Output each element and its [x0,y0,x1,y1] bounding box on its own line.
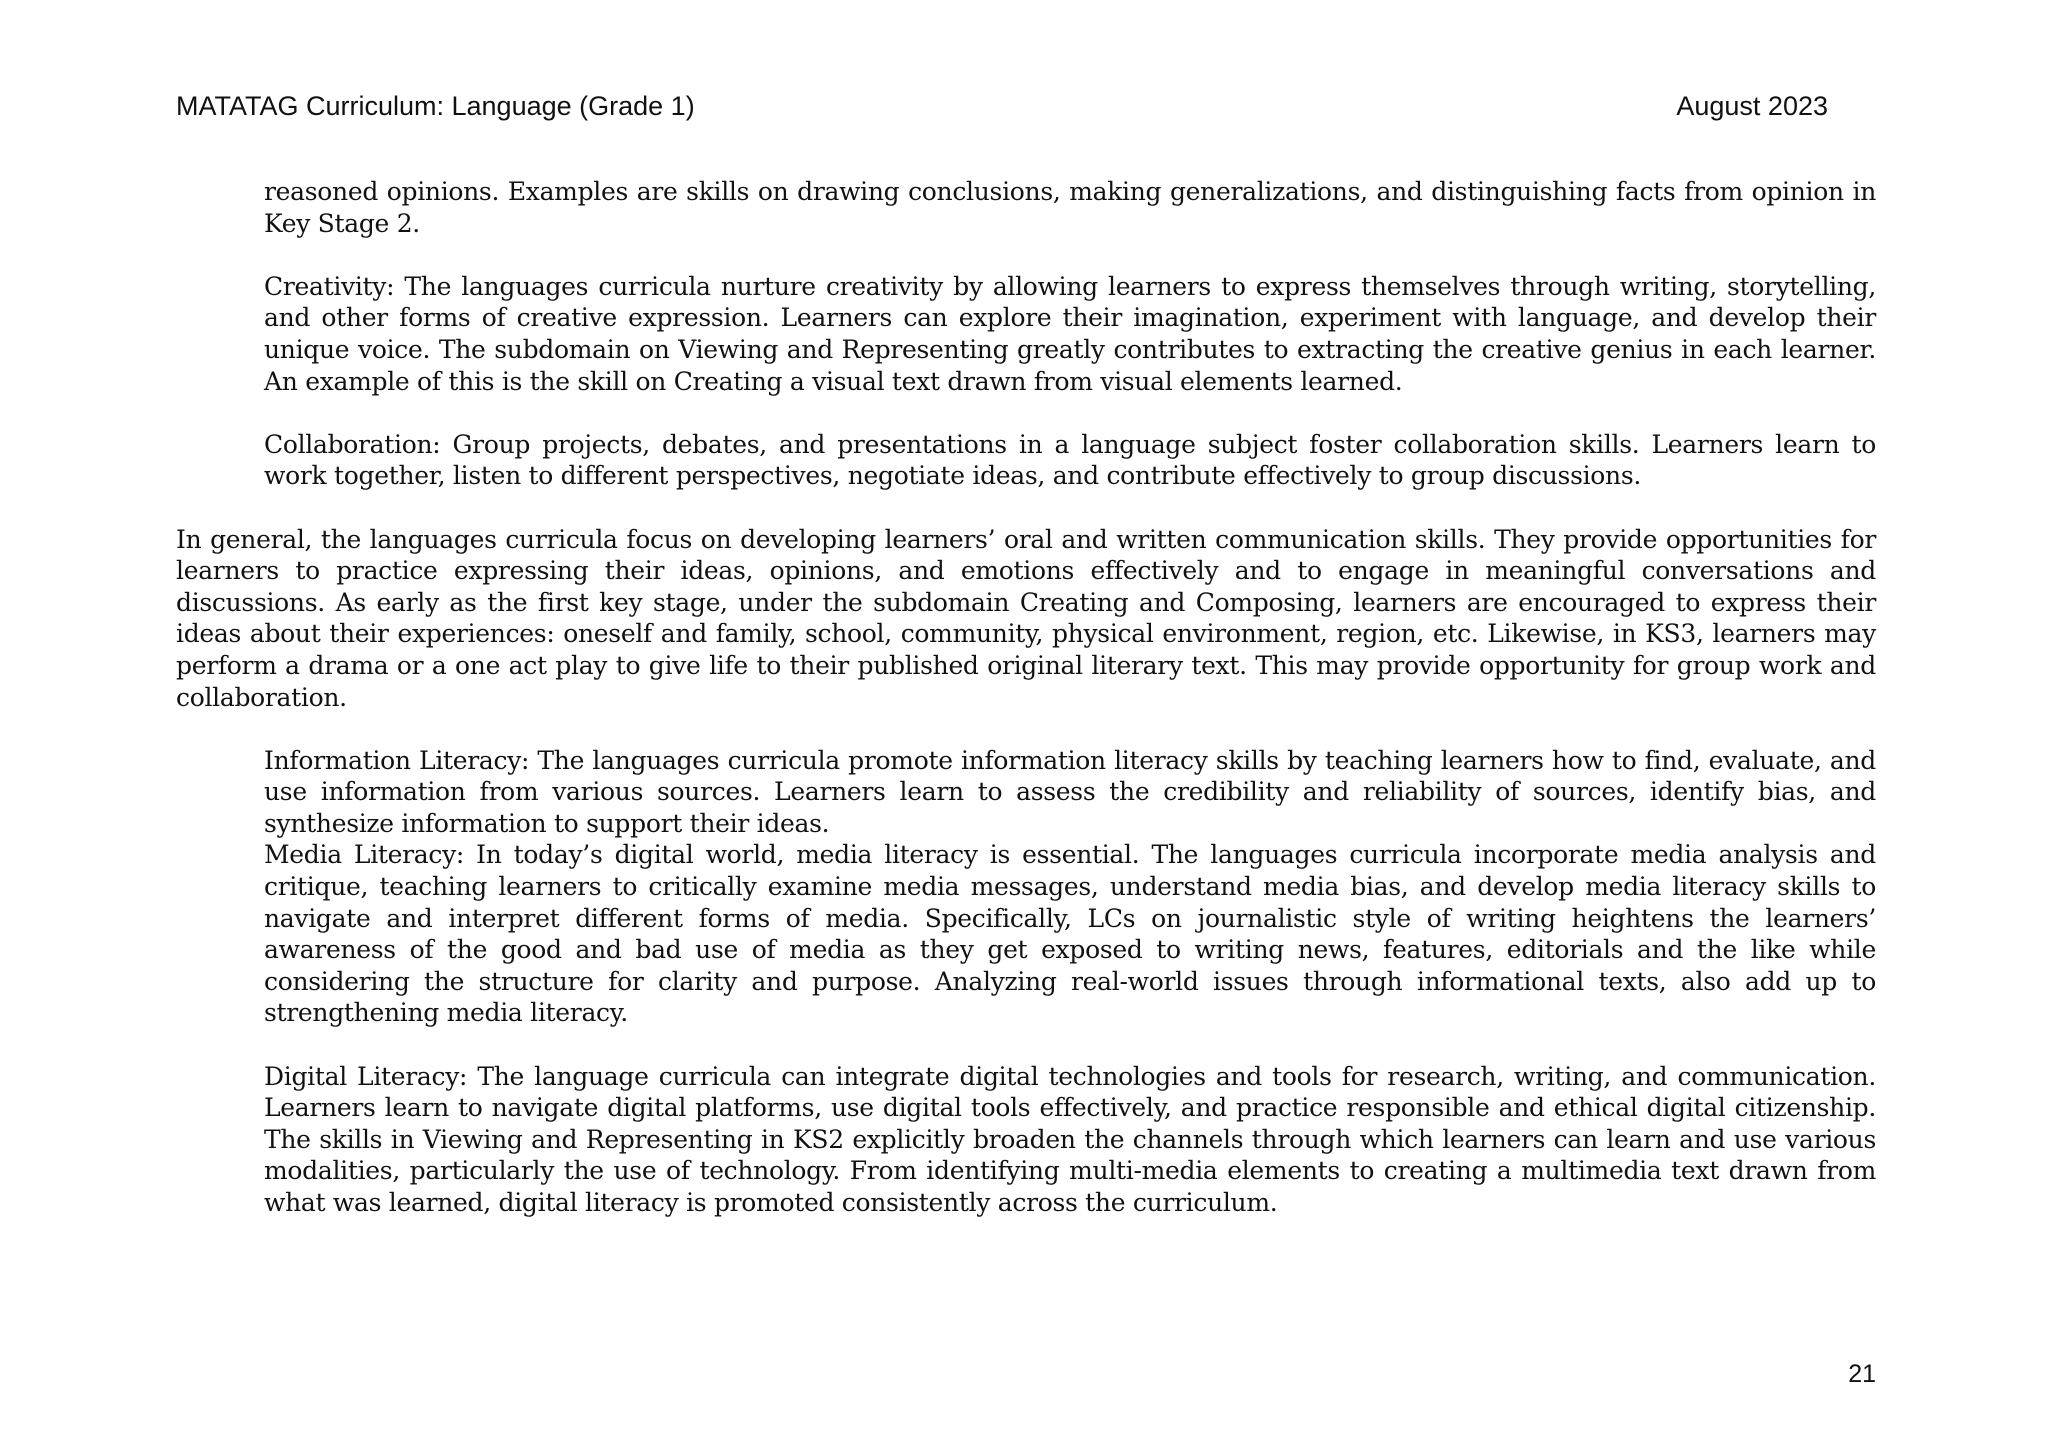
paragraph-collaboration: Collaboration: Group projects, debates, and presentations in a language subject foster collaboration skills. Learners learn to work together, listen to different perspectives, negotiate ideas, and contribute effectively to group discussions. [264,429,1876,491]
paragraph-creativity: Creativity: The languages curricula nurture creativity by allowing learners to express themselves through writing, storytelling, and other forms of creative expression. Learners can explore their imagination, experiment with language, and develop their unique voice. The subdomain on Viewing and Representing greatly contributes to extracting the creative genius in each learner. An example of this is the skill on Creating a visual text drawn from visual elements learned. [264,271,1876,396]
page-number: 21 [1848,1360,1876,1388]
page-header [176,88,1828,124]
paragraph-information-literacy: Information Literacy: The languages curricula promote information literacy skills by teaching learners how to find, evaluate, and use information from various sources. Learners learn to assess the credibility and reliability of sources, identify bias, and synthesize information to support their ideas. [264,745,1876,838]
document-date: August 2023 [1676,91,1828,121]
paragraph-critical-thinking-continued: reasoned opinions. Examples are skills on drawing conclusions, making generalizations, and distinguishing facts from opinion in Key Stage 2. [264,177,1876,238]
page-body [176,176,1876,1219]
paragraph-digital-literacy: Digital Literacy: The language curricula can integrate digital technologies and tools for research, writing, and communication. Learners learn to navigate digital platforms, use digital tools effectively, and practice responsible and ethical digital citizenship. The skills in Viewing and Representing in KS2 explicitly broaden the channels through which learners can learn and use various modalities, particularly the use of technology. From identifying multi-media elements to creating a multimedia text drawn from what was learned, digital literacy is promoted consistently across the curriculum. [264,1061,1876,1217]
paragraph-media-literacy: Media Literacy: In today’s digital world, media literacy is essential. The languages curricula incorporate media analysis and critique, teaching learners to critically examine media messages, understand media bias, and develop media literacy skills to navigate and interpret different forms of media. Specifically, LCs on journalistic style of writing heightens the learners’ awareness of the good and bad use of media as they get exposed to writing news, features, editorials and the like while considering the structure for clarity and purpose. Analyzing real-world issues through informational texts, also add up to strengthening media literacy. [264,840,1876,1028]
document-title: MATATAG Curriculum: Language (Grade 1) [176,91,695,121]
paragraph-general-communication: In general, the languages curricula focus on developing learners’ oral and written communication skills. They provide opportunities for learners to practice expressing their ideas, opinions, and emotions effectively and to engage in meaningful conversations and discussions. As early as the first key stage, under the subdomain Creating and Composing, learners are encouraged to express their ideas about their experiences: oneself and family, school, community, physical environment, region, etc. Likewise, in KS3, learners may perform a drama or a one act play to give life to their published original literary text. This may provide opportunity for group work and collaboration. [176,524,1876,712]
